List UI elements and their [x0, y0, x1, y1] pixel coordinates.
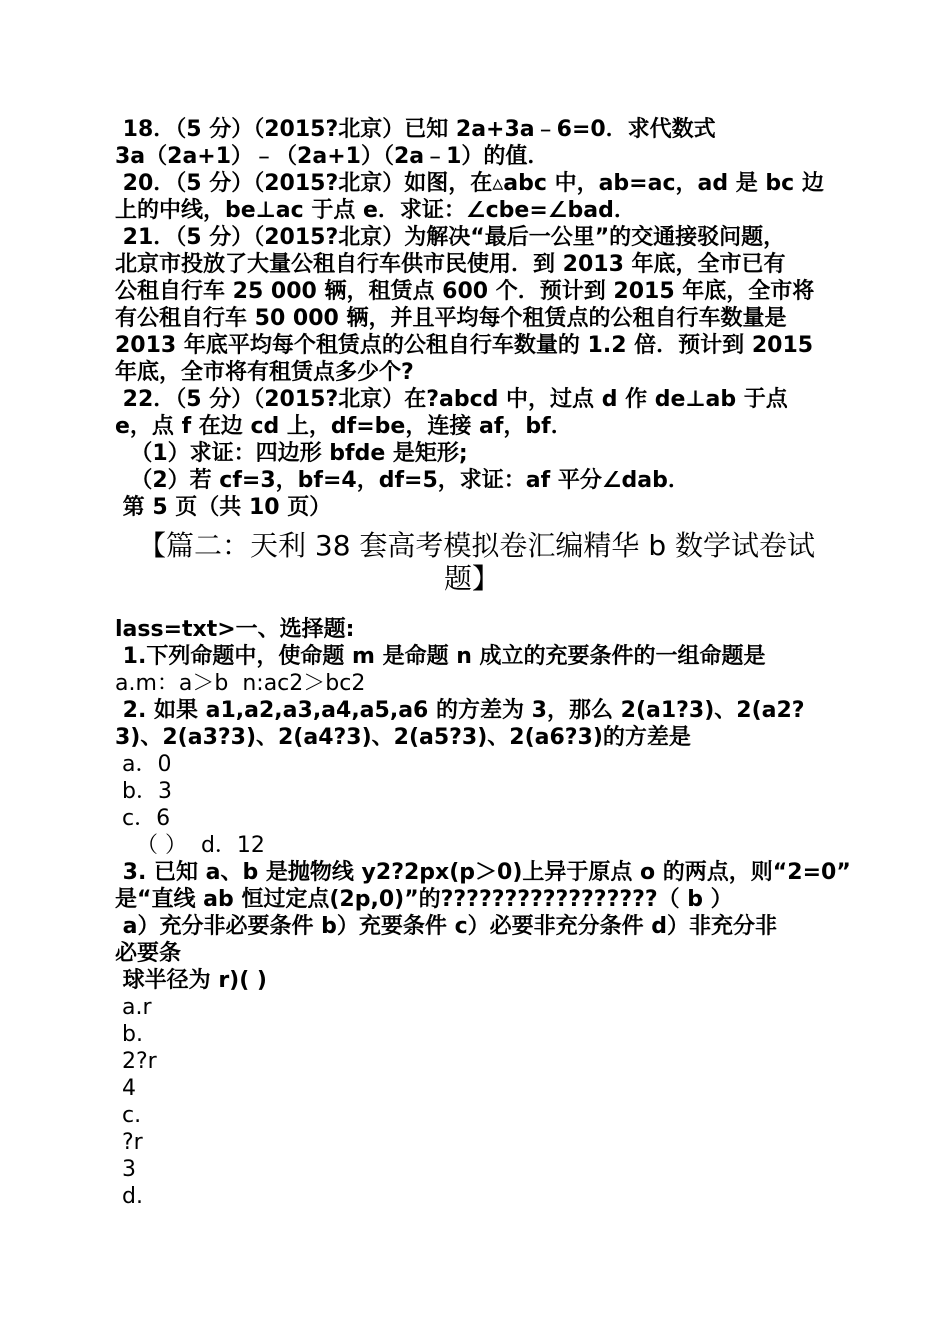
body-line-08: c．6 — [115, 806, 171, 831]
body-line-12: a）充分非必要条件 b）充要条件 c）必要非充分条件 d）非充分非 — [115, 914, 778, 939]
body-line-07: b．3 — [115, 779, 172, 804]
body-line-14: 球半径为 r)( ) — [115, 968, 267, 993]
q18-line-2: 3a（2a+1）﹣（2a+1）（2a﹣1）的值． — [115, 144, 550, 169]
body-line-20: ?r — [115, 1130, 143, 1155]
section-heading-line-1: 【篇二：天利 38 套高考模拟卷汇编精华 b 数学试卷试 — [138, 529, 816, 562]
body-line-22: d. — [115, 1184, 143, 1209]
q21-line-2: 北京市投放了大量公租自行车供市民使用．到 2013 年底，全市已有 — [115, 252, 786, 277]
q22-line-1: 22．（5 分）（2015?北京）在?abcd 中，过点 d 作 de⊥ab 于点 — [115, 387, 788, 412]
q22-line-4: （2）若 cf=3，bf=4，df=5，求证：af 平分∠dab． — [115, 468, 690, 493]
body-line-21: 3 — [115, 1157, 136, 1182]
body-line-19: c. — [115, 1103, 142, 1128]
q21-line-5: 2013 年底平均每个租赁点的公租自行车数量的 1.2 倍．预计到 2015 — [115, 333, 814, 358]
body-line-05: 3)、2(a3?3)、2(a4?3)、2(a5?3)、2(a6?3)的方差是 — [115, 725, 691, 750]
q21-line-6: 年底，全市将有租赁点多少个? — [115, 360, 414, 385]
body-line-17: 2?r — [115, 1049, 157, 1074]
body-line-02: 1.下列命题中，使命题 m 是命题 n 成立的充要条件的一组命题是 — [115, 644, 766, 669]
page-footer: 第 5 页（共 10 页） — [115, 495, 332, 520]
body-line-18: 4 — [115, 1076, 136, 1101]
body-line-13: 必要条 — [115, 941, 182, 966]
body-line-01: lass=txt>一、选择题: — [115, 617, 355, 642]
q20-line-2: 上的中线，be⊥ac 于点 e．求证：∠cbe=∠bad． — [115, 198, 636, 223]
q20-line-1: 20．（5 分）（2015?北京）如图，在▵abc 中，ab=ac，ad 是 bc 边 — [115, 171, 824, 196]
body-line-15: a.r — [115, 995, 152, 1020]
body-line-10: 3. 已知 a、b 是抛物线 y2?2px(p＞0)上异于原点 o 的两点，则“2=0” — [115, 860, 851, 885]
q21-line-4: 有公租自行车 50 000 辆，并且平均每个租赁点的公租自行车数量是 — [115, 306, 787, 331]
body-line-16: b. — [115, 1022, 143, 1047]
q18-line-1: 18．（5 分）（2015?北京）已知 2a+3a﹣6=0．求代数式 — [115, 117, 716, 142]
q21-line-3: 公租自行车 25 000 辆，租赁点 600 个．预计到 2015 年底，全市将 — [115, 279, 815, 304]
body-line-03: a.m：a＞b n:ac2＞bc2 — [115, 671, 366, 696]
body-line-06: a．0 — [115, 752, 172, 777]
q22-line-2: e，点 f 在边 cd 上，df=be，连接 af，bf． — [115, 414, 573, 439]
q21-line-1: 21．（5 分）（2015?北京）为解决“最后一公里”的交通接驳问题， — [115, 225, 786, 250]
body-line-04: 2. 如果 a1,a2,a3,a4,a5,a6 的方差为 3，那么 2(a1?3)、2(a2? — [115, 698, 805, 723]
section-heading-line-2: 题】 — [444, 562, 501, 595]
q22-line-3: （1）求证：四边形 bfde 是矩形; — [115, 441, 468, 466]
body-line-11: 是“直线 ab 恒过定点(2p,0)”的?????????????????（ b ） — [115, 887, 733, 912]
body-line-09: （ ） d．12 — [115, 833, 265, 858]
